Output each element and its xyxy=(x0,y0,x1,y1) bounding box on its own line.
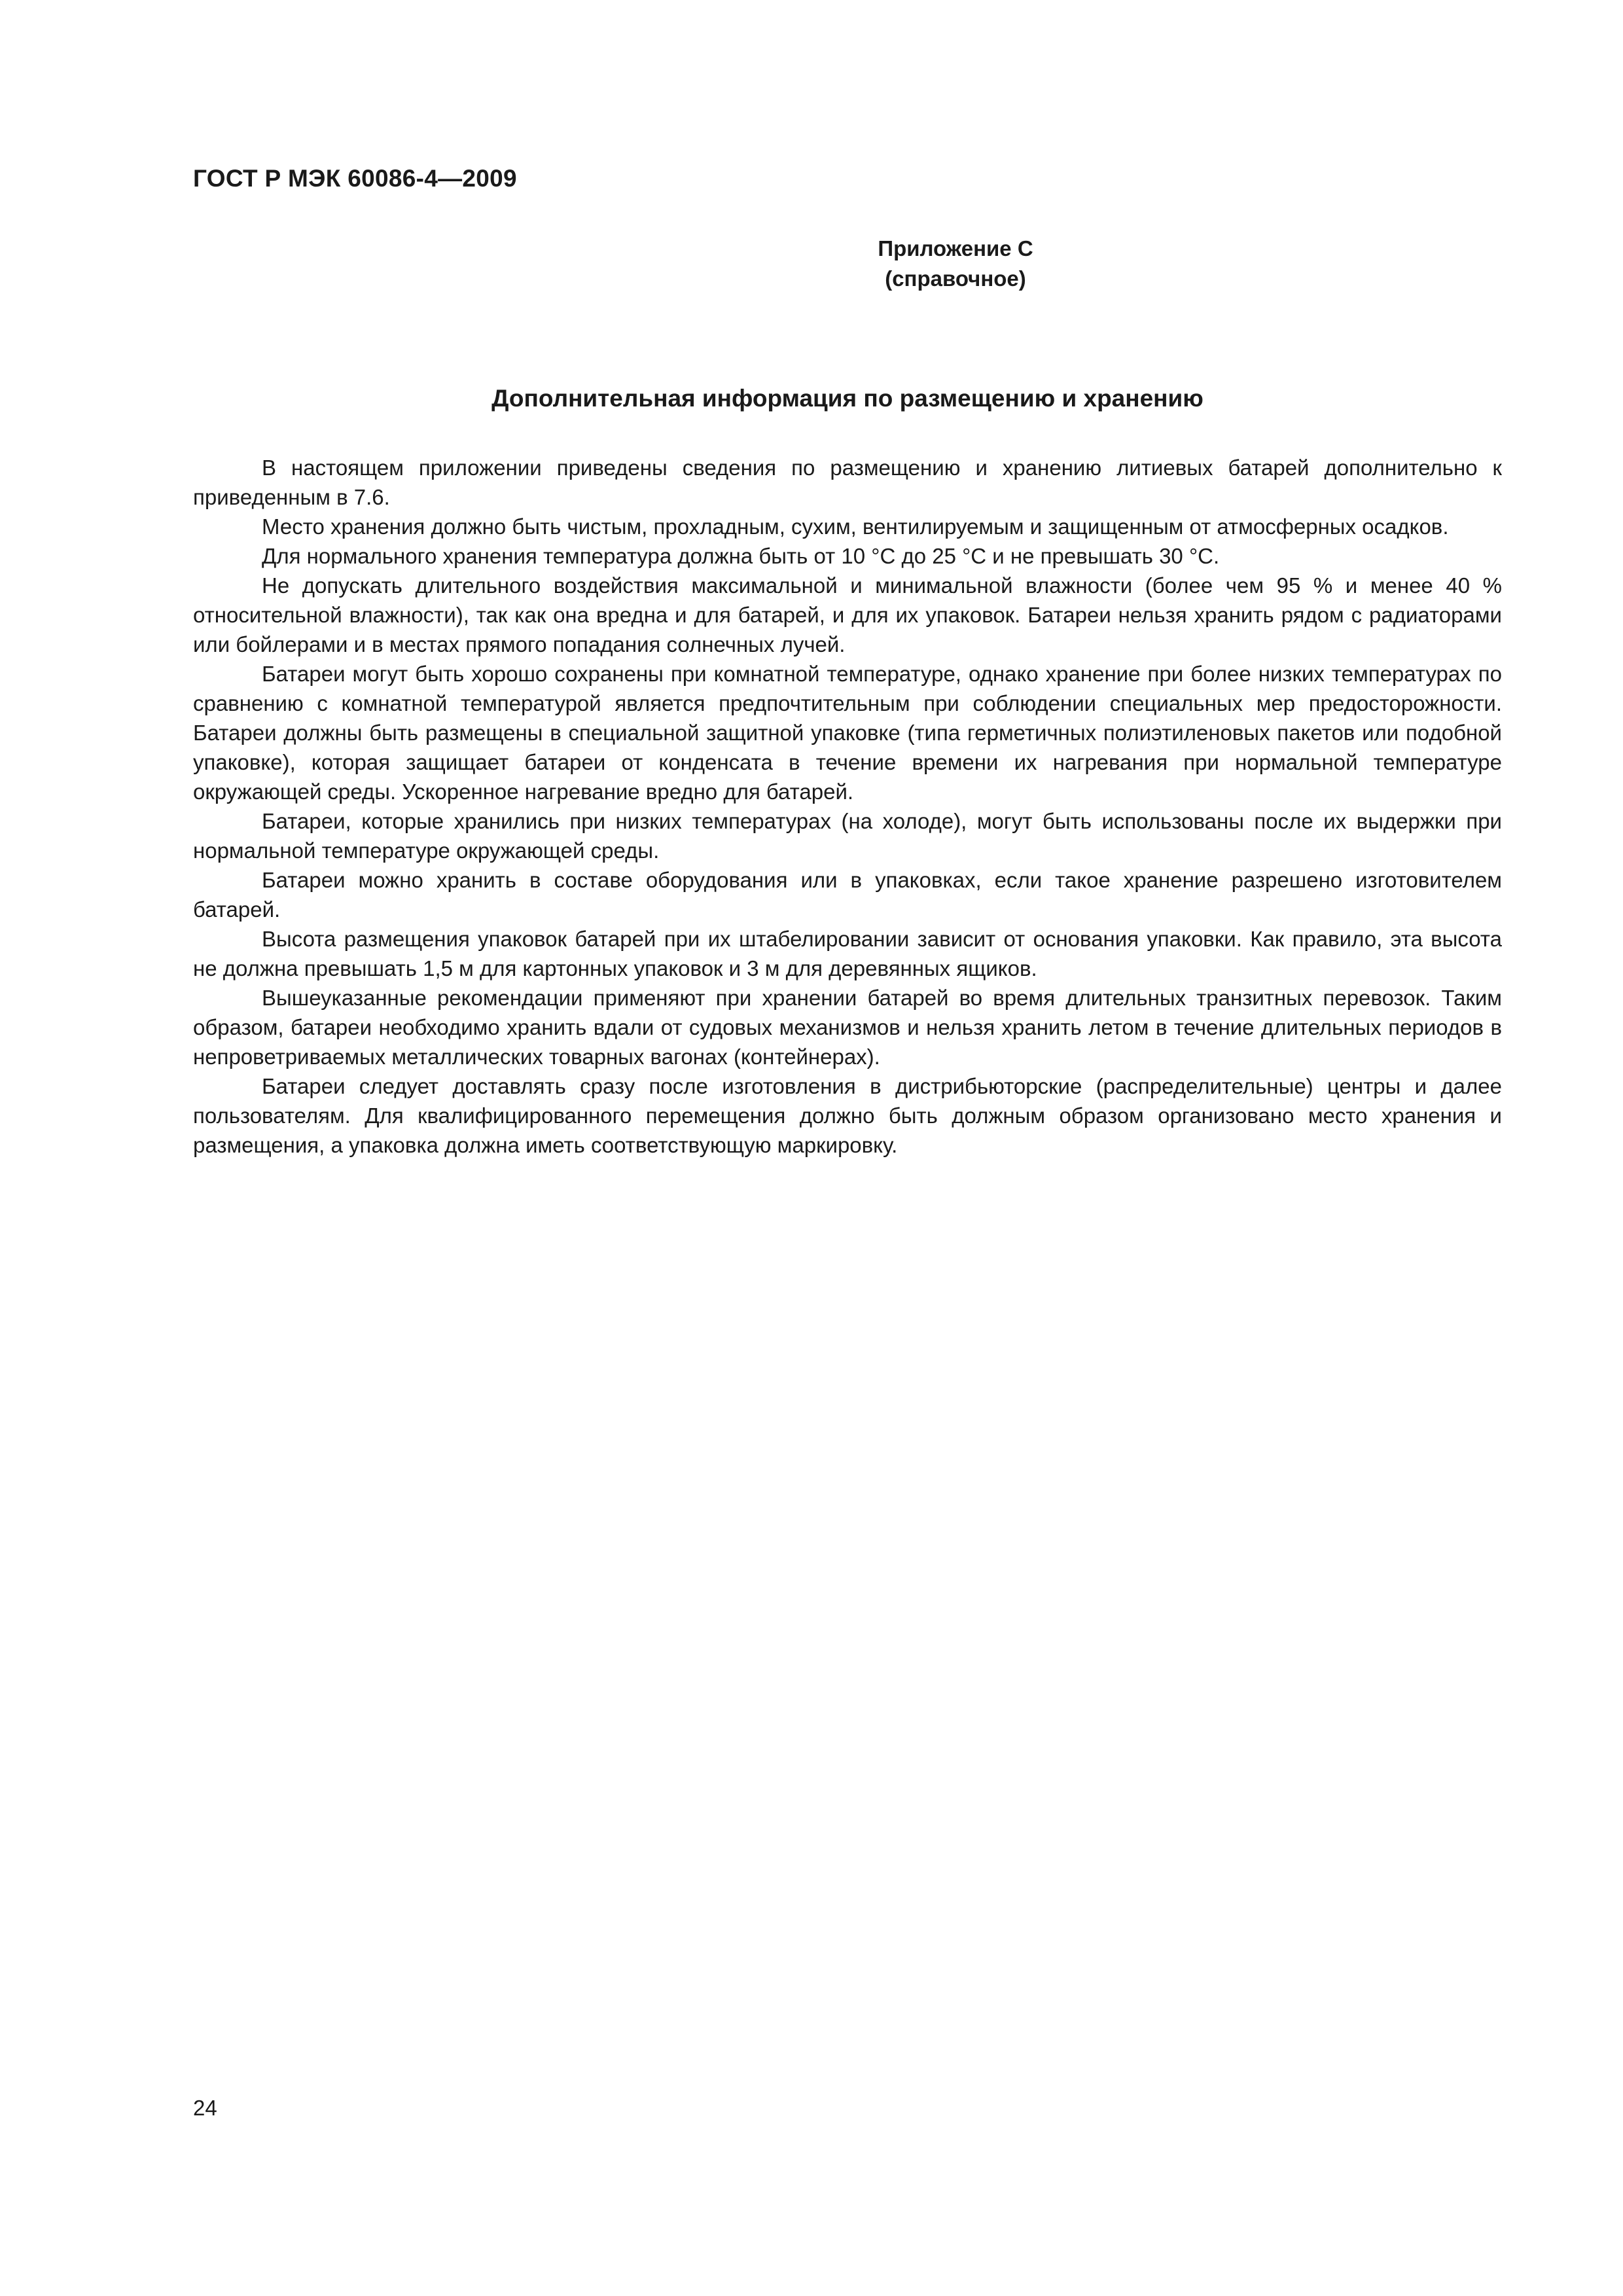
document-code: ГОСТ Р МЭК 60086-4—2009 xyxy=(193,165,517,192)
paragraph: Высота размещения упаковок батарей при их штабелировании зависит от основания упаковки. Как правило, эта высота не должна превышать 1,5 м для картонных упаковок и 3 м для деревянных ящиков. xyxy=(193,927,1502,980)
paragraph: Вышеуказанные рекомендации применяют при хранении батарей во время длительных транзитных перевозок. Таким образом, батареи необходимо хранить вдали от судовых механизмов и нельзя хранить летом в течение длительных периодов в непроветриваемых металлических товарных вагонах (контейнерах). xyxy=(193,986,1502,1069)
paragraph: Место хранения должно быть чистым, прохладным, сухим, вентилируемым и защищенным от атмосферных осадков. xyxy=(262,514,1449,539)
page-number: 24 xyxy=(193,2096,217,2120)
paragraph: Батареи следует доставлять сразу после изготовления в дистрибьюторские (распределительные) центры и далее пользователям. Для квалифицированного перемещения должно быть должным образом организовано место хранения и размещения, а упаковка должна иметь соответствующую маркировку. xyxy=(193,1074,1502,1157)
paragraph: Для нормального хранения температура должна быть от 10 °С до 25 °С и не превышать 30 °С. xyxy=(262,544,1220,568)
document-body xyxy=(193,453,1502,1160)
appendix-status: (справочное) xyxy=(885,266,1026,291)
paragraph: Батареи, которые хранились при низких температурах (на холоде), могут быть использованы после их выдержки при нормальной температуре окружающей среды. xyxy=(193,809,1502,863)
appendix-heading xyxy=(694,234,1217,294)
appendix-label: Приложение С xyxy=(878,236,1033,260)
paragraph: В настоящем приложении приведены сведения по размещению и хранению литиевых батарей дополнительно к приведенным в 7.6. xyxy=(193,456,1502,509)
paragraph: Батареи можно хранить в составе оборудования или в упаковках, если такое хранение разрешено изготовителем батарей. xyxy=(193,868,1502,922)
section-title: Дополнительная информация по размещению и хранению xyxy=(491,385,1204,412)
paragraph: Батареи могут быть хорошо сохранены при комнатной температуре, однако хранение при более низких температурах по сравнению с комнатной температурой является предпочтительным при соблюдении специальных мер предосторожности. Батареи должны быть размещены в специальной защитной упаковке (типа герметичных полиэтиленовых пакетов или подобной упаковке), которая защищает батареи от конденсата в течение времени их нагревания при нормальной температуре окружающей среды. Ускоренное нагревание вредно для батарей. xyxy=(193,662,1502,804)
paragraph: Не допускать длительного воздействия максимальной и минимальной влажности (более чем 95 % и менее 40 % относительной влажности), так как она вредна и для батарей, и для их упаковок. Батареи нельзя хранить рядом с радиаторами или бойлерами и в местах прямого попадания солнечных лучей. xyxy=(193,573,1502,656)
